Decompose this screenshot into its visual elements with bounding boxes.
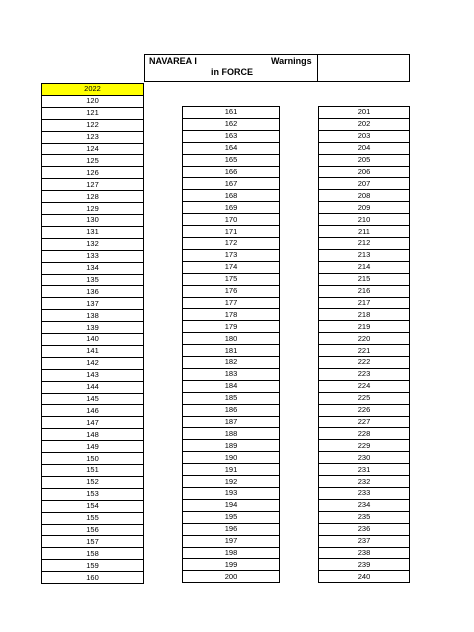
- table-row: [319, 428, 410, 440]
- warning-number-cell: 150: [42, 453, 144, 465]
- warning-number-cell: 228: [319, 428, 410, 440]
- table-row: [42, 322, 144, 334]
- warning-number-cell: 120: [42, 95, 144, 107]
- table-row: [183, 190, 280, 202]
- warning-number-cell: 204: [319, 142, 410, 154]
- table-row: [42, 500, 144, 512]
- table-row: [42, 191, 144, 203]
- warning-number-cell: 177: [183, 297, 280, 309]
- table-row: [319, 321, 410, 333]
- warning-number-cell: 128: [42, 191, 144, 203]
- table-row: [319, 190, 410, 202]
- table-row: [319, 357, 410, 369]
- warning-number-cell: 138: [42, 310, 144, 322]
- table-row: [319, 345, 410, 357]
- warning-number-cell: 194: [183, 499, 280, 511]
- warnings-column-2: [182, 106, 280, 583]
- table-row: [183, 535, 280, 547]
- warning-number-cell: 155: [42, 512, 144, 524]
- warning-number-cell: 126: [42, 167, 144, 179]
- warning-number-cell: 231: [319, 464, 410, 476]
- warning-number-cell: 193: [183, 488, 280, 500]
- table-row: [319, 559, 410, 571]
- warning-number-cell: 159: [42, 560, 144, 572]
- table-row: [42, 107, 144, 119]
- warning-number-cell: 135: [42, 274, 144, 286]
- table-row: [183, 428, 280, 440]
- table-row: [42, 441, 144, 453]
- table-row: [42, 286, 144, 298]
- table-row: [183, 226, 280, 238]
- warning-number-cell: 221: [319, 345, 410, 357]
- warning-number-cell: 202: [319, 118, 410, 130]
- warning-number-cell: 156: [42, 524, 144, 536]
- warning-number-cell: 127: [42, 179, 144, 191]
- warning-number-cell: 186: [183, 404, 280, 416]
- table-row: [183, 380, 280, 392]
- table-row: [183, 547, 280, 559]
- warning-number-cell: 201: [319, 107, 410, 119]
- table-row: [183, 166, 280, 178]
- warning-number-cell: 153: [42, 488, 144, 500]
- warning-number-cell: 219: [319, 321, 410, 333]
- header-warnings-label: Warnings: [271, 56, 312, 66]
- table-row: [42, 95, 144, 107]
- table-row: [319, 547, 410, 559]
- table-row: [319, 464, 410, 476]
- table-row: [183, 416, 280, 428]
- table-row: [319, 511, 410, 523]
- warning-number-cell: 196: [183, 523, 280, 535]
- table-row: [319, 499, 410, 511]
- table-row: [183, 523, 280, 535]
- table-row: [42, 405, 144, 417]
- warning-number-cell: 133: [42, 250, 144, 262]
- warning-number-cell: 160: [42, 572, 144, 584]
- table-row: [319, 166, 410, 178]
- warning-number-cell: 211: [319, 226, 410, 238]
- warning-number-cell: 147: [42, 417, 144, 429]
- warning-number-cell: 123: [42, 131, 144, 143]
- warning-number-cell: 165: [183, 154, 280, 166]
- warning-number-cell: 214: [319, 261, 410, 273]
- table-row: [42, 429, 144, 441]
- warning-number-cell: 234: [319, 499, 410, 511]
- table-row: [183, 452, 280, 464]
- warning-number-cell: 149: [42, 441, 144, 453]
- warning-number-cell: 140: [42, 334, 144, 346]
- table-row: [183, 440, 280, 452]
- table-row: [183, 333, 280, 345]
- warning-number-cell: 181: [183, 345, 280, 357]
- warning-number-cell: 170: [183, 214, 280, 226]
- warning-number-cell: 209: [319, 202, 410, 214]
- warning-number-cell: 171: [183, 226, 280, 238]
- table-row: [183, 261, 280, 273]
- warning-number-cell: 191: [183, 464, 280, 476]
- table-row: [319, 249, 410, 261]
- warning-number-cell: 179: [183, 321, 280, 333]
- warning-number-cell: 164: [183, 142, 280, 154]
- warning-number-cell: 180: [183, 333, 280, 345]
- table-row: [319, 261, 410, 273]
- warning-number-cell: 167: [183, 178, 280, 190]
- warning-number-cell: 206: [319, 166, 410, 178]
- table-row: [42, 238, 144, 250]
- table-row: [319, 237, 410, 249]
- table-row: [319, 452, 410, 464]
- warning-number-cell: 134: [42, 262, 144, 274]
- table-row: [42, 167, 144, 179]
- table-row: [42, 143, 144, 155]
- table-row: [319, 202, 410, 214]
- table-row: [42, 345, 144, 357]
- warning-number-cell: 226: [319, 404, 410, 416]
- table-row: [319, 297, 410, 309]
- table-row: [42, 214, 144, 226]
- year-cell: 2022: [42, 84, 144, 96]
- warning-number-cell: 146: [42, 405, 144, 417]
- table-row: [183, 357, 280, 369]
- warning-number-cell: 158: [42, 548, 144, 560]
- warning-number-cell: 220: [319, 333, 410, 345]
- table-row: [183, 249, 280, 261]
- warning-number-cell: 199: [183, 559, 280, 571]
- warning-number-cell: 237: [319, 535, 410, 547]
- warning-number-cell: 190: [183, 452, 280, 464]
- warning-number-cell: 174: [183, 261, 280, 273]
- warning-number-cell: 178: [183, 309, 280, 321]
- warning-number-cell: 137: [42, 298, 144, 310]
- table-row: [183, 404, 280, 416]
- warning-number-cell: 163: [183, 130, 280, 142]
- warning-number-cell: 187: [183, 416, 280, 428]
- warning-number-cell: 166: [183, 166, 280, 178]
- warning-number-cell: 151: [42, 465, 144, 477]
- warning-number-cell: 130: [42, 214, 144, 226]
- table-row: [319, 535, 410, 547]
- table-row: [42, 572, 144, 584]
- warning-number-cell: 239: [319, 559, 410, 571]
- table-row: [183, 345, 280, 357]
- warning-number-cell: 207: [319, 178, 410, 190]
- warning-number-cell: 139: [42, 322, 144, 334]
- warning-number-cell: 227: [319, 416, 410, 428]
- warning-number-cell: 188: [183, 428, 280, 440]
- warning-number-cell: 205: [319, 154, 410, 166]
- table-row: [42, 453, 144, 465]
- warning-number-cell: 162: [183, 118, 280, 130]
- table-row: [319, 333, 410, 345]
- year-row: [42, 84, 144, 96]
- table-row: [183, 107, 280, 119]
- table-row: [319, 368, 410, 380]
- table-row: [183, 202, 280, 214]
- table-row: [42, 334, 144, 346]
- table-row: [183, 154, 280, 166]
- table-row: [183, 321, 280, 333]
- table-row: [319, 142, 410, 154]
- warning-number-cell: 212: [319, 237, 410, 249]
- warning-number-cell: 208: [319, 190, 410, 202]
- table-row: [183, 273, 280, 285]
- table-row: [42, 119, 144, 131]
- table-row: [319, 107, 410, 119]
- table-row: [319, 440, 410, 452]
- header-in-force-label: in FORCE: [211, 67, 253, 77]
- header-navarea-label: NAVAREA I: [149, 56, 197, 66]
- warning-number-cell: 131: [42, 226, 144, 238]
- warning-number-cell: 132: [42, 238, 144, 250]
- table-row: [319, 214, 410, 226]
- warning-number-cell: 121: [42, 107, 144, 119]
- table-row: [319, 226, 410, 238]
- table-row: [319, 178, 410, 190]
- warning-number-cell: 198: [183, 547, 280, 559]
- table-row: [183, 368, 280, 380]
- table-row: [42, 488, 144, 500]
- table-row: [319, 404, 410, 416]
- warnings-column-3: [318, 106, 410, 583]
- table-row: [42, 226, 144, 238]
- table-row: [42, 262, 144, 274]
- table-row: [319, 154, 410, 166]
- warning-number-cell: 213: [319, 249, 410, 261]
- warning-number-cell: 152: [42, 476, 144, 488]
- table-row: [319, 273, 410, 285]
- table-row: [319, 309, 410, 321]
- table-row: [183, 237, 280, 249]
- warning-number-cell: 169: [183, 202, 280, 214]
- warning-number-cell: 216: [319, 285, 410, 297]
- warning-number-cell: 197: [183, 535, 280, 547]
- warning-number-cell: 224: [319, 380, 410, 392]
- warning-number-cell: 122: [42, 119, 144, 131]
- table-row: [319, 523, 410, 535]
- table-row: [183, 559, 280, 571]
- table-row: [183, 392, 280, 404]
- table-row: [319, 130, 410, 142]
- warning-number-cell: 144: [42, 381, 144, 393]
- table-row: [42, 524, 144, 536]
- warning-number-cell: 124: [42, 143, 144, 155]
- warning-number-cell: 200: [183, 571, 280, 583]
- warning-number-cell: 141: [42, 345, 144, 357]
- warning-number-cell: 168: [183, 190, 280, 202]
- warning-number-cell: 157: [42, 536, 144, 548]
- table-row: [183, 571, 280, 583]
- table-row: [42, 310, 144, 322]
- warning-number-cell: 203: [319, 130, 410, 142]
- table-row: [183, 297, 280, 309]
- table-row: [183, 476, 280, 488]
- warning-number-cell: 222: [319, 357, 410, 369]
- table-row: [42, 250, 144, 262]
- table-row: [42, 131, 144, 143]
- table-row: [42, 465, 144, 477]
- table-row: [319, 380, 410, 392]
- table-row: [319, 416, 410, 428]
- table-row: [183, 309, 280, 321]
- warning-number-cell: 225: [319, 392, 410, 404]
- warning-number-cell: 145: [42, 393, 144, 405]
- warning-number-cell: 223: [319, 368, 410, 380]
- warning-number-cell: 173: [183, 249, 280, 261]
- table-row: [42, 512, 144, 524]
- warning-number-cell: 230: [319, 452, 410, 464]
- warning-number-cell: 125: [42, 155, 144, 167]
- warning-number-cell: 142: [42, 357, 144, 369]
- table-row: [42, 357, 144, 369]
- table-row: [42, 393, 144, 405]
- table-row: [42, 548, 144, 560]
- table-row: [183, 285, 280, 297]
- warning-number-cell: 184: [183, 380, 280, 392]
- warning-number-cell: 218: [319, 309, 410, 321]
- warning-number-cell: 172: [183, 237, 280, 249]
- table-row: [42, 536, 144, 548]
- warning-number-cell: 210: [319, 214, 410, 226]
- table-row: [183, 130, 280, 142]
- table-row: [42, 417, 144, 429]
- warning-number-cell: 148: [42, 429, 144, 441]
- warning-number-cell: 175: [183, 273, 280, 285]
- table-row: [319, 476, 410, 488]
- warning-number-cell: 189: [183, 440, 280, 452]
- warnings-column-1: [41, 83, 144, 584]
- warning-number-cell: 161: [183, 107, 280, 119]
- table-row: [319, 285, 410, 297]
- table-row: [319, 488, 410, 500]
- table-row: [42, 179, 144, 191]
- table-row: [42, 381, 144, 393]
- warning-number-cell: 238: [319, 547, 410, 559]
- warning-number-cell: 232: [319, 476, 410, 488]
- table-row: [42, 155, 144, 167]
- warning-number-cell: 176: [183, 285, 280, 297]
- warning-number-cell: 240: [319, 571, 410, 583]
- table-row: [183, 214, 280, 226]
- table-row: [42, 298, 144, 310]
- table-row: [42, 476, 144, 488]
- warning-number-cell: 143: [42, 369, 144, 381]
- warning-number-cell: 195: [183, 511, 280, 523]
- table-row: [319, 392, 410, 404]
- table-row: [319, 571, 410, 583]
- header-divider: [317, 54, 318, 82]
- warning-number-cell: 129: [42, 203, 144, 215]
- warning-number-cell: 236: [319, 523, 410, 535]
- table-row: [183, 464, 280, 476]
- table-row: [42, 369, 144, 381]
- table-row: [183, 118, 280, 130]
- warning-number-cell: 183: [183, 368, 280, 380]
- warning-number-cell: 192: [183, 476, 280, 488]
- warning-number-cell: 217: [319, 297, 410, 309]
- table-row: [183, 511, 280, 523]
- warning-number-cell: 235: [319, 511, 410, 523]
- table-row: [183, 499, 280, 511]
- table-row: [183, 142, 280, 154]
- table-row: [319, 118, 410, 130]
- warning-number-cell: 182: [183, 357, 280, 369]
- warning-number-cell: 136: [42, 286, 144, 298]
- table-row: [183, 488, 280, 500]
- warning-number-cell: 233: [319, 488, 410, 500]
- table-row: [42, 560, 144, 572]
- table-row: [183, 178, 280, 190]
- table-row: [42, 203, 144, 215]
- table-row: [42, 274, 144, 286]
- warning-number-cell: 215: [319, 273, 410, 285]
- warning-number-cell: 154: [42, 500, 144, 512]
- warning-number-cell: 185: [183, 392, 280, 404]
- warning-number-cell: 229: [319, 440, 410, 452]
